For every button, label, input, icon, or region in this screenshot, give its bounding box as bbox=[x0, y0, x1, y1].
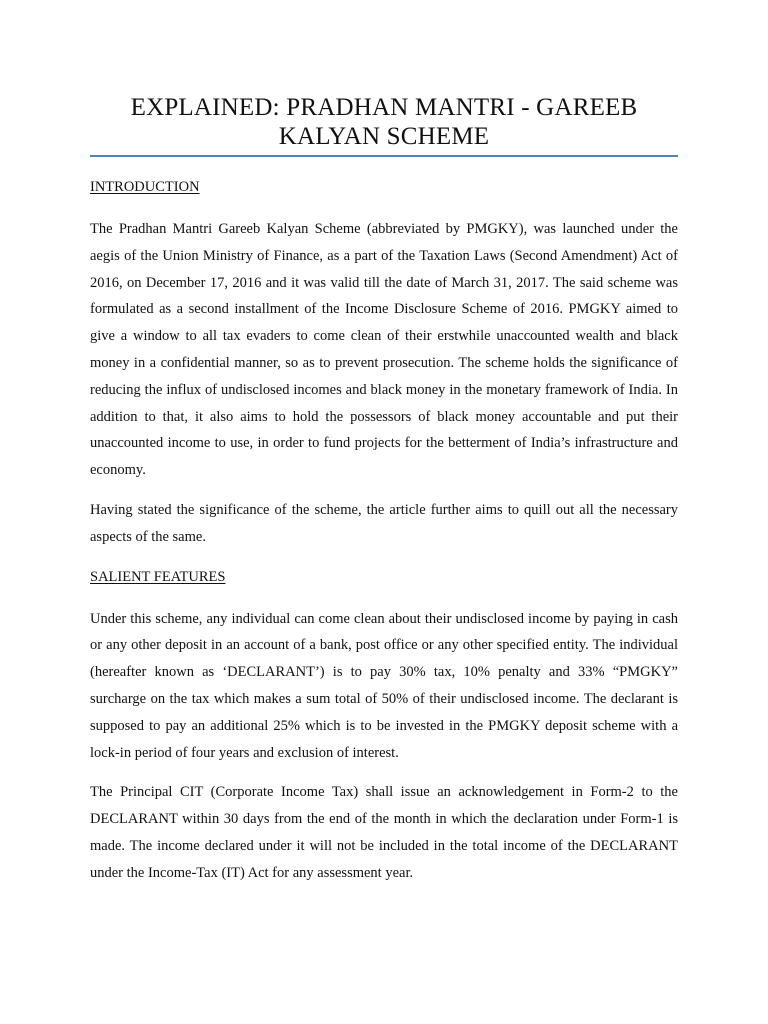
introduction-paragraph-2: Having stated the significance of the scheme, the article further aims to quill out all the necessary aspects of the same. bbox=[90, 501, 678, 545]
introduction-paragraph-1: The Pradhan Mantri Gareeb Kalyan Scheme (abbreviated by PMGKY), was launched under the aegis of the Union Ministry of Finance, as a part of the Taxation Laws (Second Amendment) Act of 2016, on December 17, 2016 and it was valid till the date of March 31, 2017. The said scheme was formulated as a second installment of the Income Disclosure Scheme of 2016. PMGKY aimed to give a window to all tax evaders to come clean of their erstwhile unaccounted wealth and black money in a confidential manner, so as to prevent prosecution. The scheme holds the significance of reducing the influx of undisclosed incomes and black money in the monetary framework of India. In addition to that, it also aims to hold the possessors of black money accountable and put their unaccounted income to use, in order to fund projects for the betterment of India’s infrastructure and economy. bbox=[90, 221, 678, 479]
salient-features-paragraph-1: Under this scheme, any individual can come clean about their undisclosed income by paying in cash or any other deposit in an account of a bank, post office or any other specified entity. The individual (hereafter known as ‘DECLARANT’) is to pay 30% tax, 10% penalty and 33% “PMGKY” surcharge on the tax which makes a sum total of 50% of their undisclosed income. The declarant is supposed to pay an additional 25% which is to be invested in the PMGKY deposit scheme with a lock-in period of four years and exclusion of interest. bbox=[90, 610, 678, 761]
title-divider bbox=[90, 155, 678, 157]
section-heading-introduction: INTRODUCTION bbox=[90, 179, 200, 195]
section-heading-salient-features: SALIENT FEATURES bbox=[90, 568, 226, 585]
salient-features-paragraph-2: The Principal CIT (Corporate Income Tax) shall issue an acknowledgement in Form-2 to the DECLARANT within 30 days from the end of the month in which the declaration under Form-1 is made. The income declared under it will not be included in the total income of the DECLARANT under the Income-Tax (IT) Act for any assessment year. bbox=[90, 784, 678, 881]
document-title: EXPLAINED: PRADHAN MANTRI - GAREEB KALYAN SCHEME bbox=[130, 94, 638, 150]
